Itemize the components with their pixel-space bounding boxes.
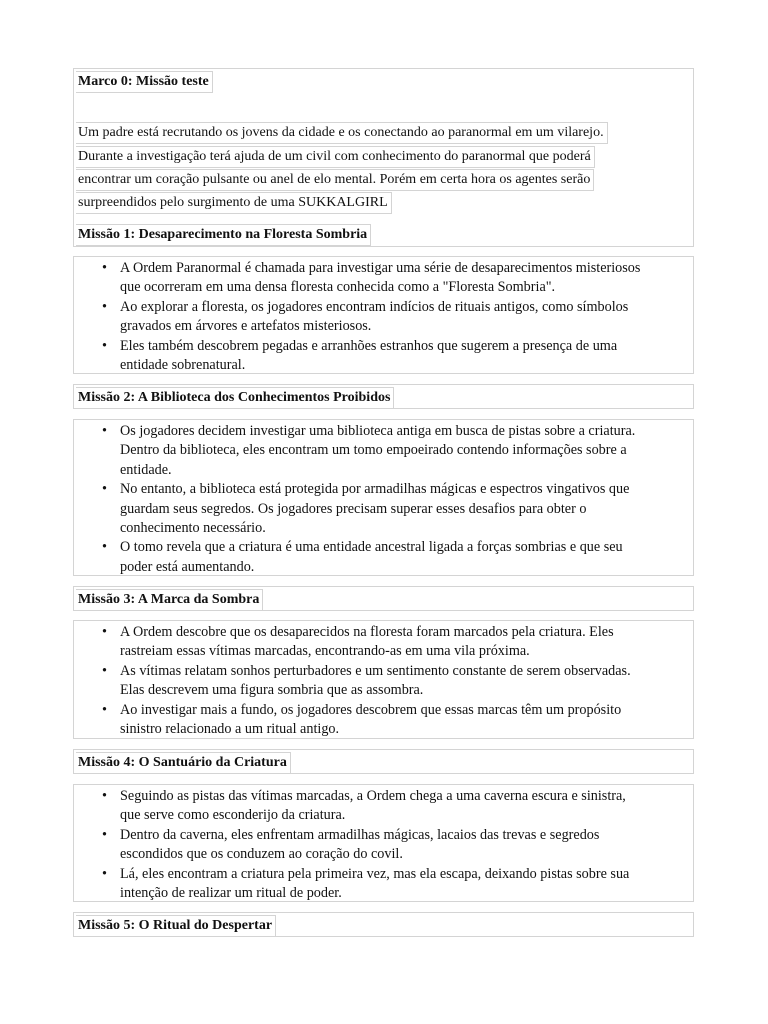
mission-4-title-box bbox=[73, 749, 694, 774]
list-item: • No entanto, a biblioteca está protegida por armadilhas mágicas e espectros vingativos que guardam seus segredos. Os jogadores precisam superar esses desafios para obter o conhecimento necessário. bbox=[120, 480, 693, 538]
list-item: • Os jogadores decidem investigar uma biblioteca antiga em busca de pistas sobre a criatura. Dentro da biblioteca, eles encontram um tomo empoeirado contendo informações sobre a entidade. bbox=[120, 422, 693, 480]
marco0-line-2: Durante a investigação terá ajuda de um civil com conhecimento do paranormal que poderá bbox=[76, 146, 595, 168]
marco0-line-3: encontrar um coração pulsante ou anel de elo mental. Porém em certa hora os agentes serão bbox=[76, 169, 594, 191]
marco0-title: Marco 0: Missão teste bbox=[76, 71, 213, 93]
mission-3-bullets bbox=[74, 623, 693, 739]
list-item: • O tomo revela que a criatura é uma entidade ancestral ligada a forças sombrias e que seu poder está aumentando. bbox=[120, 538, 693, 577]
list-item: • Seguindo as pistas das vítimas marcadas, a Ordem chega a uma caverna escura e sinistra, que serve como esconderijo da criatura. bbox=[120, 787, 693, 826]
mission-2-bullets bbox=[74, 422, 693, 577]
marco0-line-1: Um padre está recrutando os jovens da cidade e os conectando ao paranormal em um vilarejo. bbox=[76, 122, 608, 144]
mission-1-list-box bbox=[73, 256, 694, 374]
list-item: • Dentro da caverna, eles enfrentam armadilhas mágicas, lacaios das trevas e segredos escondidos que os conduzem ao coração do covil. bbox=[120, 826, 693, 865]
list-item: • A Ordem Paranormal é chamada para investigar uma série de desaparecimentos misteriosos que ocorreram em uma densa floresta conhecida como a "Floresta Sombria". bbox=[120, 259, 693, 298]
marco0-section bbox=[73, 68, 694, 247]
list-item: • A Ordem descobre que os desaparecidos na floresta foram marcados pela criatura. Eles rastreiam essas vítimas marcadas, encontrando-as em uma vila próxima. bbox=[120, 623, 693, 662]
mission-1-bullets bbox=[74, 259, 693, 375]
list-item: • Eles também descobrem pegadas e arranhões estranhos que sugerem a presença de uma entidade sobrenatural. bbox=[120, 337, 693, 376]
mission-2-list-box bbox=[73, 419, 694, 576]
list-item: • Lá, eles encontram a criatura pela primeira vez, mas ela escapa, deixando pistas sobre sua intenção de realizar um ritual de poder. bbox=[120, 865, 693, 904]
mission-4-title: Missão 4: O Santuário da Criatura bbox=[76, 752, 291, 774]
mission-1-title: Missão 1: Desaparecimento na Floresta Sombria bbox=[76, 224, 371, 246]
marco0-line-4: surpreendidos pelo surgimento de uma SUKKALGIRL bbox=[76, 192, 392, 214]
mission-4-bullets bbox=[74, 787, 693, 903]
mission-2-title-box bbox=[73, 384, 694, 409]
list-item: • Ao investigar mais a fundo, os jogadores descobrem que essas marcas têm um propósito sinistro relacionado a um ritual antigo. bbox=[120, 701, 693, 740]
mission-2-title: Missão 2: A Biblioteca dos Conhecimentos Proibidos bbox=[76, 387, 394, 409]
mission-3-title-box bbox=[73, 586, 694, 611]
mission-3-title: Missão 3: A Marca da Sombra bbox=[76, 589, 263, 611]
mission-3-list-box bbox=[73, 620, 694, 739]
list-item: • As vítimas relatam sonhos perturbadores e um sentimento constante de serem observadas. Elas descrevem uma figura sombria que as assombra. bbox=[120, 662, 693, 701]
list-item: • Ao explorar a floresta, os jogadores encontram indícios de rituais antigos, como símbolos gravados em árvores e artefatos misteriosos. bbox=[120, 298, 693, 337]
mission-5-title-box bbox=[73, 912, 694, 937]
mission-5-title: Missão 5: O Ritual do Despertar bbox=[76, 915, 276, 937]
mission-4-list-box bbox=[73, 784, 694, 902]
